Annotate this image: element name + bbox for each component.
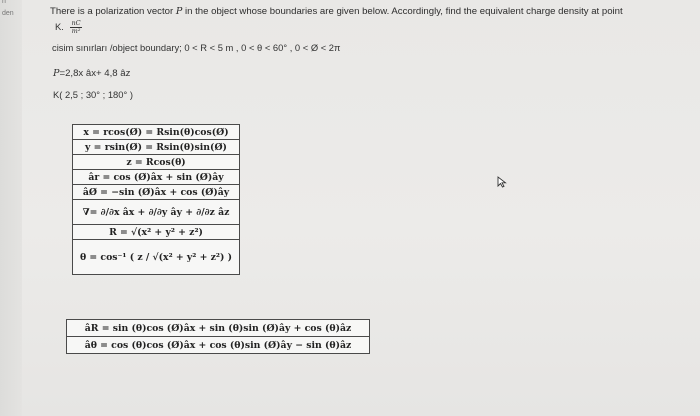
formula-row: y = rsin(Ø) = Rsin(θ)sin(Ø): [73, 140, 240, 155]
coordinate-formulas-table: [72, 124, 240, 275]
side-label: den: [2, 10, 14, 17]
spherical-unit-vectors-table: [66, 319, 370, 354]
mouse-cursor-icon: [497, 176, 507, 188]
left-panel-edge: [0, 0, 22, 416]
formula-row: x = rcos(Ø) = Rsin(θ)cos(Ø): [73, 125, 240, 140]
formula-row: âr = cos (Ø)âx + sin (Ø)ây: [73, 170, 240, 185]
point-k: K( 2,5 ; 30° ; 180° ): [53, 89, 133, 100]
formula-row: θ = cos⁻¹ ( z / √(x² + y² + z²) ): [73, 240, 240, 275]
formula-row: R = √(x² + y² + z²): [73, 225, 240, 240]
formula-row: z = Rcos(θ): [73, 155, 240, 170]
polarization-expression: P=2,8x âx+ 4,8 âz: [53, 68, 131, 79]
question-text: There is a polarization vector P in the object whose boundaries are given below. Accordingly, find the equivalent charge density at point: [50, 6, 623, 17]
charge-density-unit: K. $\frac{nC}{\text{m²}}$: [55, 19, 81, 35]
unit-fraction: $\frac{nC}{\text{m²}}$: [71, 19, 81, 35]
side-label: n: [2, 0, 6, 5]
unit-vector-row: âR = sin (θ)cos (Ø)âx + sin (θ)sin (Ø)ây + cos (θ)âz: [67, 320, 370, 337]
formula-row: âØ = −sin (Ø)âx + cos (Ø)ây: [73, 185, 240, 200]
unit-vector-row: âθ = cos (θ)cos (Ø)âx + cos (θ)sin (Ø)ây − sin (θ)âz: [67, 337, 370, 354]
object-boundary: cisim sınırları /object boundary; 0 < R < 5 m , 0 < θ < 60° , 0 < Ø < 2π: [52, 42, 341, 53]
polarization-vector-symbol: P: [175, 6, 183, 17]
formula-row: ∇= ∂/∂x âx + ∂/∂y ây + ∂/∂z âz: [73, 200, 240, 225]
